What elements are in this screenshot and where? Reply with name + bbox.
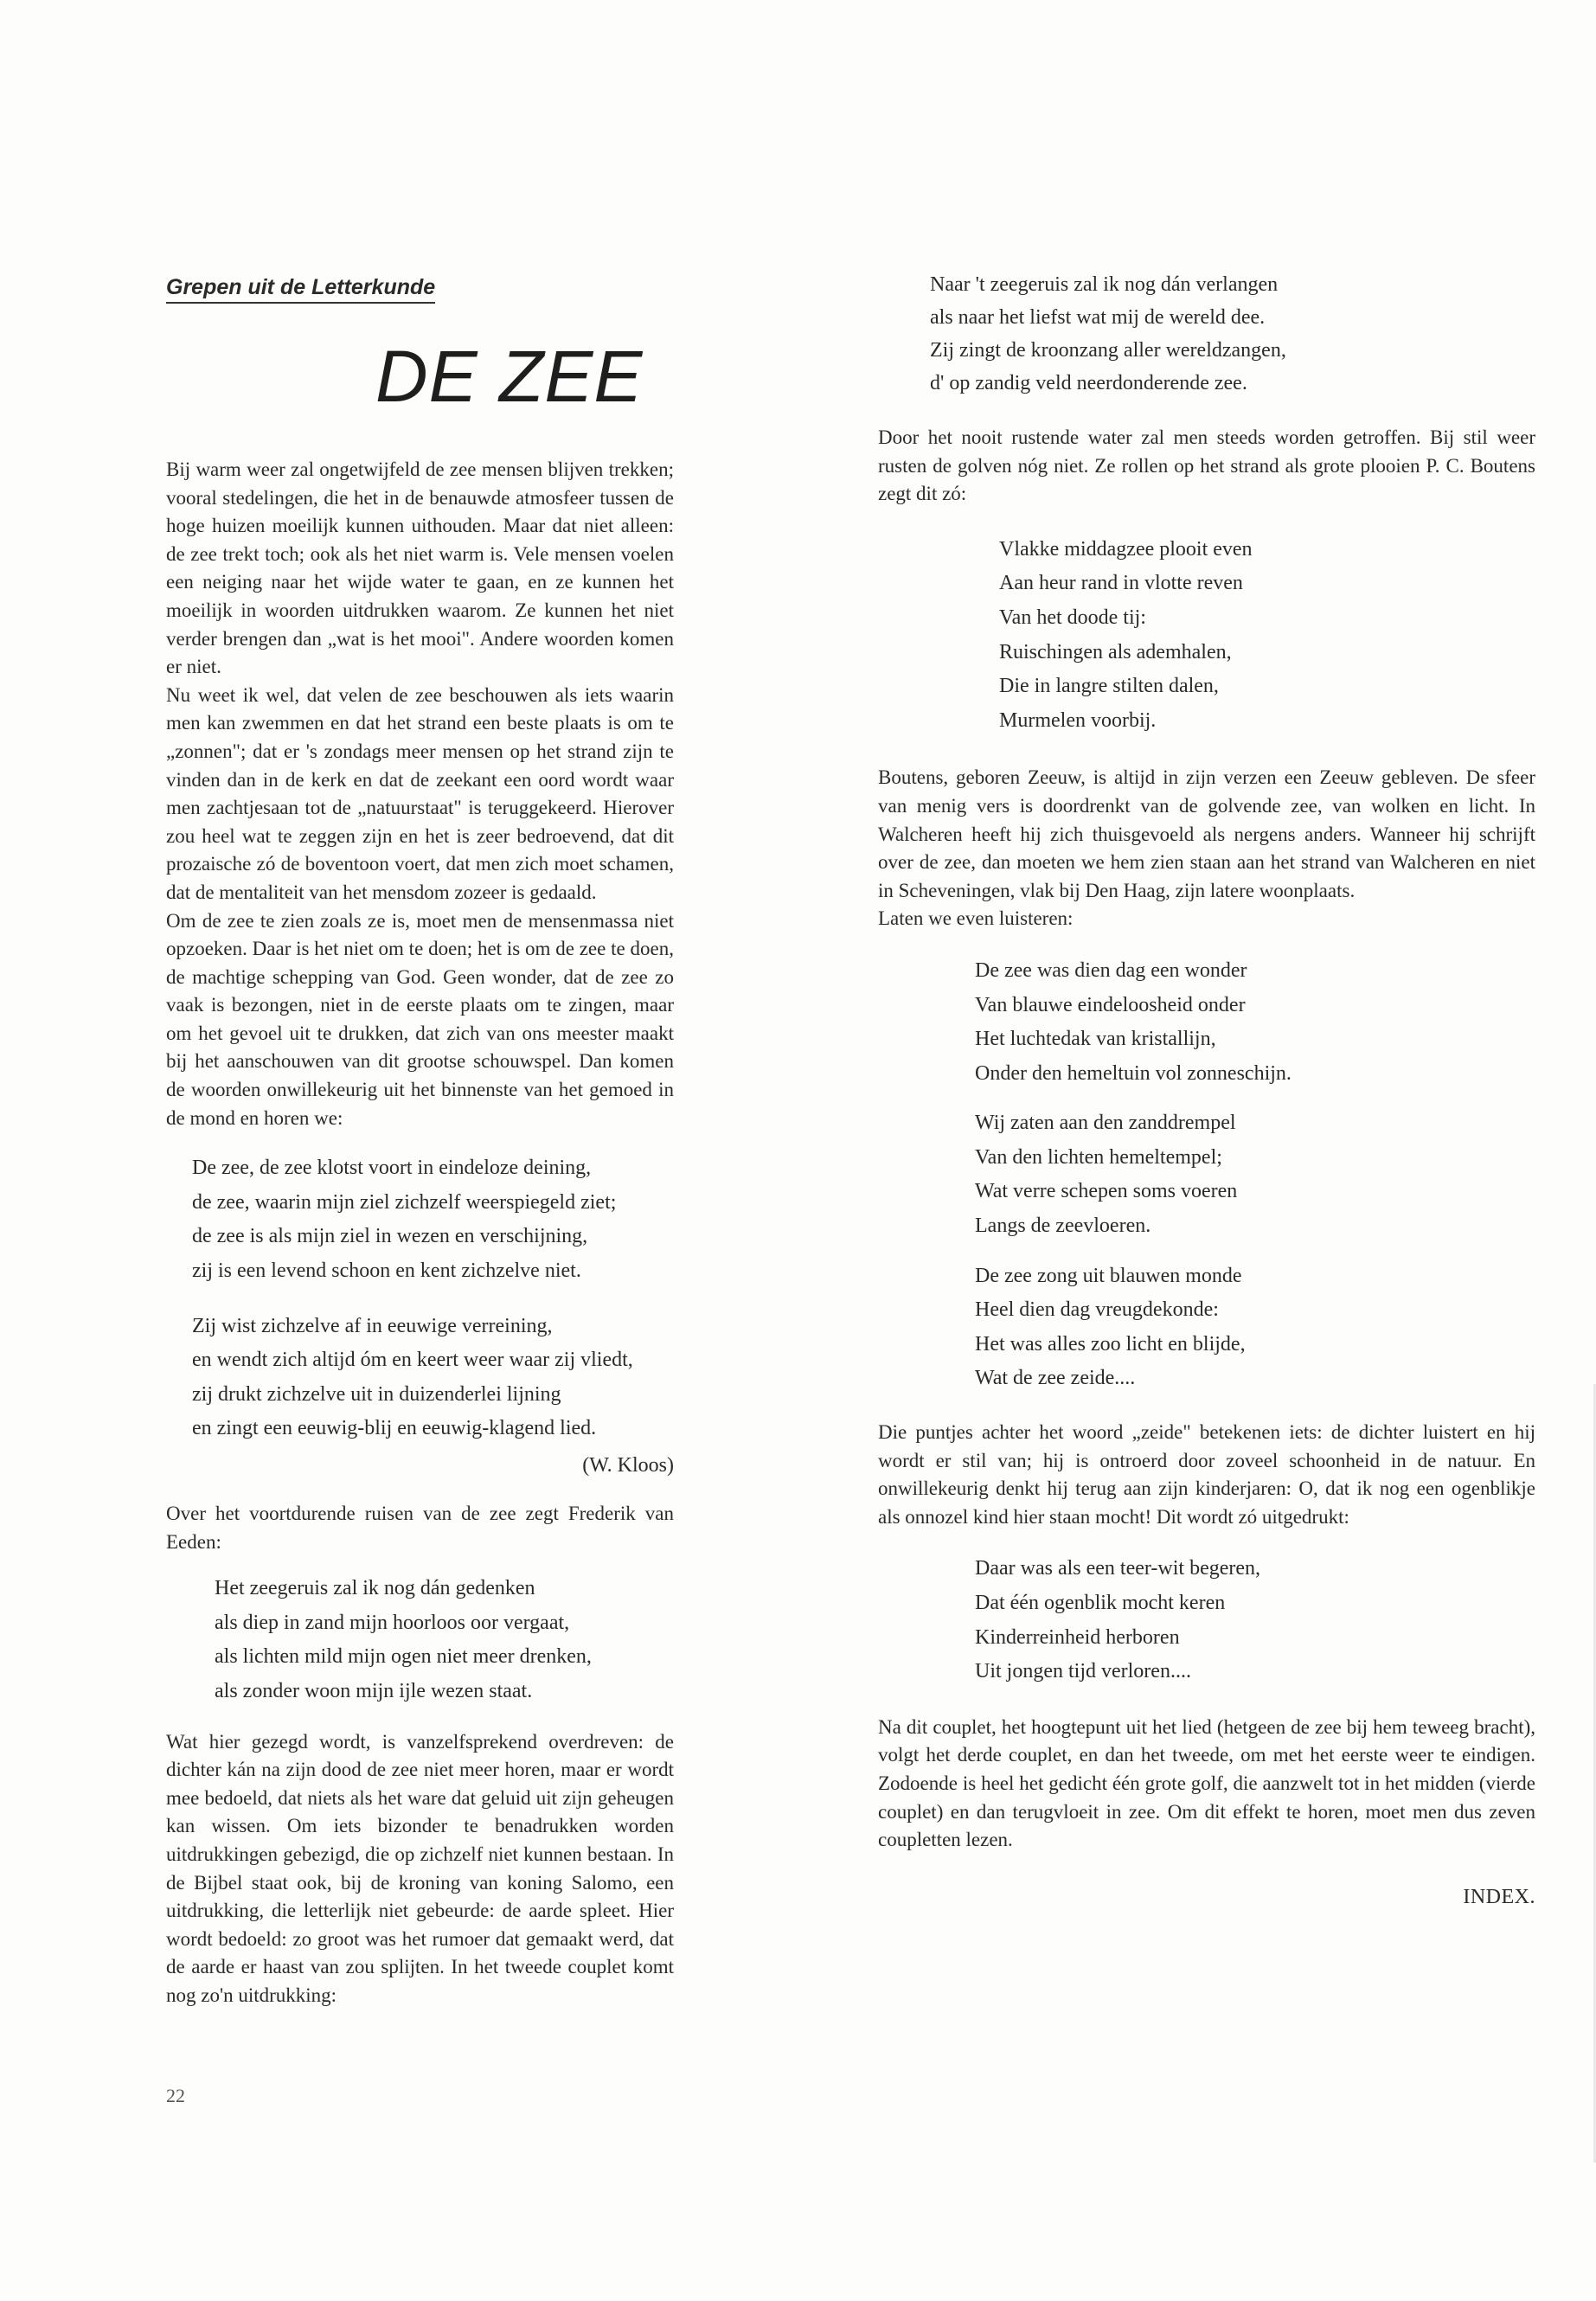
article-title: DE ZEE (375, 336, 644, 417)
paragraph: Over het voortdurende ruisen van de zee zegt Frederik van Eeden: (166, 1503, 674, 1553)
paragraph: Door het nooit rustende water zal men steeds worden getroffen. Bij stil weer rusten de golven nóg niet. Ze rollen op het strand als grote plooien P. C. Boutens zegt dit zó: (878, 426, 1535, 505)
paragraph: Nu weet ik wel, dat velen de zee beschouwen als iets waarin men kan zwemmen en dat het strand een beste plaats is om te „zonnen"; dat er 's zondags meer mensen op het strand zijn te vinden dan in de kerk en dat de zeekant een oord wordt waar men zachtjesaan tot de „natuurstaat" is teruggekeerd. Hierover zou heel wat te zeggen zijn en het is zeer bedroevend, dat dit prozaische zó de boventoon voert, dat men zich moet schamen, dat de mentaliteit van het mensdom zozeer is gedaald. (166, 683, 674, 903)
poem-line: Die in langre stilten dalen, (999, 675, 1219, 698)
poem-line: Wat verre schepen soms voeren (975, 1180, 1238, 1203)
poem-line: Heel dien dag vreugdekonde: (975, 1298, 1219, 1322)
poem-stanza (975, 954, 1535, 1091)
poem-line: Het zeegeruis zal ik nog dán gedenken (215, 1577, 535, 1600)
poem-line: Zij zingt de kroonzang aller wereldzangen, (930, 339, 1286, 362)
poem-line: d' op zandig veld neerdonderende zee. (930, 372, 1247, 394)
paragraph: Bij warm weer zal ongetwijfeld de zee mensen blijven trekken; vooral stedelingen, die het in de benauwde atmosfeer tussen de hoge huizen moeilijk kunnen uithouden. Maar dat niet alleen: de zee trekt toch; ook als het niet warm is. Vele mensen voelen een neiging naar het wijde water te gaan, en ze kunnen het moeilijk in woorden uitdrukken waarom. Ze kunnen het niet verder brengen dan „wat is het mooi". Andere woorden komen er niet. (166, 458, 674, 678)
paragraph: Die puntjes achter het woord „zeide" betekenen iets: de dichter luistert en hij wordt er stil van; hij is ontroerd door zoveel schoonheid in de natuur. En onwillekeurig denkt hij terug aan zijn kinderjaren: O, dat ik nog een ogenblikje als onnozel kind hier staan mocht! Dit wordt zó uitgedrukt: (878, 1421, 1535, 1528)
paragraph: Na dit couplet, het hoogtepunt uit het lied (hetgeen de zee bij hem teweeg bracht), volgt het derde couplet, en dan het tweede, om met het eerste weer te eindigen. Zodoende is heel het gedicht één grote golf, die aanzwelt tot in het midden (vierde couplet) en dan terugvloeit in zee. Om dit effekt te horen, moet men dus zeven coupletten lezen. (878, 1715, 1535, 1851)
poem-line: zij is een levend schoon en kent zichzelve niet. (192, 1259, 581, 1283)
poem-line: Naar 't zeegeruis zal ik nog dán verlangen (930, 273, 1279, 296)
poem-stanza (930, 268, 1535, 400)
poem-stanza (192, 1151, 674, 1288)
poem-line: als naar het liefst wat mij de wereld dee. (930, 306, 1266, 329)
poem-line: Langs de zeevloeren. (975, 1215, 1151, 1238)
poem-stanza (975, 1106, 1535, 1243)
poem-line: en zingt een eeuwig-blij en eeuwig-klagend lied. (192, 1417, 597, 1440)
poem-line: Vlakke middagzee plooit even (999, 537, 1253, 561)
left-column (166, 268, 674, 2010)
poem-line: Onder den hemeltuin vol zonneschijn. (975, 1061, 1292, 1085)
paragraph: Wat hier gezegd wordt, is vanzelfsprekend overdreven: de dichter kán na zijn dood de zee niet meer horen, maar er wordt mee bedoeld, dat niets als het ware dat geluid uit zijn geheugen kan wissen. Om iets bizonder te benadrukken worden uitdrukkingen gebezigd, die op zichzelf niet kunnen bestaan. In de Bijbel staat ook, bij de kroning van koning Salomo, een uitdrukking, die letterlijk niet gebeurde: de aarde spleet. Hier wordt bedoeld: zo groot was het rumoer dat gemaakt werd, dat de aarde er haast van zou splijten. In het tweede couplet komt nog zo'n uitdrukking: (166, 1730, 674, 2006)
poem-stanza (999, 533, 1535, 739)
poem-line: de zee, waarin mijn ziel zichzelf weerspiegeld ziet; (192, 1190, 617, 1214)
poem-line: Wat de zee zeide.... (975, 1367, 1136, 1390)
author-signature: INDEX. (1463, 1885, 1535, 1908)
poem-line: als diep in zand mijn hoorloos oor vergaat, (215, 1611, 570, 1634)
poem-stanza (192, 1310, 674, 1446)
poem-line: Van het doode tij: (999, 606, 1146, 629)
poem-line: De zee zong uit blauwen monde (975, 1264, 1242, 1287)
poem-line: Kinderreinheid herboren (975, 1625, 1180, 1649)
poem-line: Dat één ogenblik mocht keren (975, 1592, 1226, 1614)
poem-line: Aan heur rand in vlotte reven (999, 572, 1243, 595)
poem-line: Zij wist zichzelve af in eeuwige verreining, (192, 1314, 553, 1337)
paragraph: Om de zee te zien zoals ze is, moet men de mensenmassa niet opzoeken. Daar is het niet om te doen; het is om de zee te doen, de machtige schepping van God. Geen wonder, dat de zee zo vaak is bezongen, niet in de eerste plaats om te zingen, maar om het gevoel uit te drukken, dat zich van ons meester maakt bij het aanschouwen van dit grootse schouwspel. Dan komen de woorden onwillekeurig uit het binnenste van het gemoed in de mond en horen we: (166, 909, 674, 1129)
poem-attribution: (W. Kloos) (582, 1454, 674, 1477)
poem-stanza (975, 1552, 1535, 1689)
poem-line: als lichten mild mijn ogen niet meer drenken, (215, 1645, 592, 1669)
paragraph: Boutens, geboren Zeeuw, is altijd in zijn verzen een Zeeuw gebleven. De sfeer van menig vers is doordrenkt van de golvende zee, van wolken en licht. In Walcheren heeft hij zich thuisgevoeld als nergens anders. Wanneer hij schrijft over de zee, dan moeten we hem zien staan aan het strand van Walcheren en niet in Scheveningen, vlak bij Den Haag, zijn latere woonplaats. (878, 766, 1535, 901)
poem-line: De zee, de zee klotst voort in eindeloze deining, (192, 1157, 592, 1180)
poem-line: Ruischingen als ademhalen, (999, 640, 1232, 663)
poem-line: zij drukt zichzelve uit in duizenderlei lijning (192, 1382, 561, 1406)
poem-line: de zee is als mijn ziel in wezen en verschijning, (192, 1225, 588, 1248)
poem-line: De zee was dien dag een wonder (975, 958, 1247, 982)
poem-stanza (215, 1572, 674, 1708)
paragraph: Laten we even luisteren: (878, 907, 1074, 930)
poem-line: Daar was als een teer-wit begeren, (975, 1557, 1261, 1580)
right-column (878, 268, 1535, 1909)
poem-line: en wendt zich altijd óm en keert weer waar zij vliedt, (192, 1349, 633, 1372)
poem-line: als zonder woon mijn ijle wezen staat. (215, 1679, 533, 1702)
poem-line: Het was alles zoo licht en blijde, (975, 1332, 1246, 1356)
poem-line: Van den lichten hemeltempel; (975, 1145, 1222, 1169)
page-number: 22 (166, 2085, 185, 2106)
poem-line: Het luchtedak van kristallijn, (975, 1028, 1216, 1051)
poem-line: Van blauwe eindeloosheid onder (975, 993, 1246, 1016)
poem-line: Uit jongen tijd verloren.... (975, 1660, 1191, 1683)
poem-stanza (975, 1259, 1535, 1396)
poem-line: Murmelen voorbij. (999, 708, 1157, 732)
section-label: Grepen uit de Letterkunde (166, 275, 435, 304)
poem-line: Wij zaten aan den zanddrempel (975, 1112, 1236, 1135)
